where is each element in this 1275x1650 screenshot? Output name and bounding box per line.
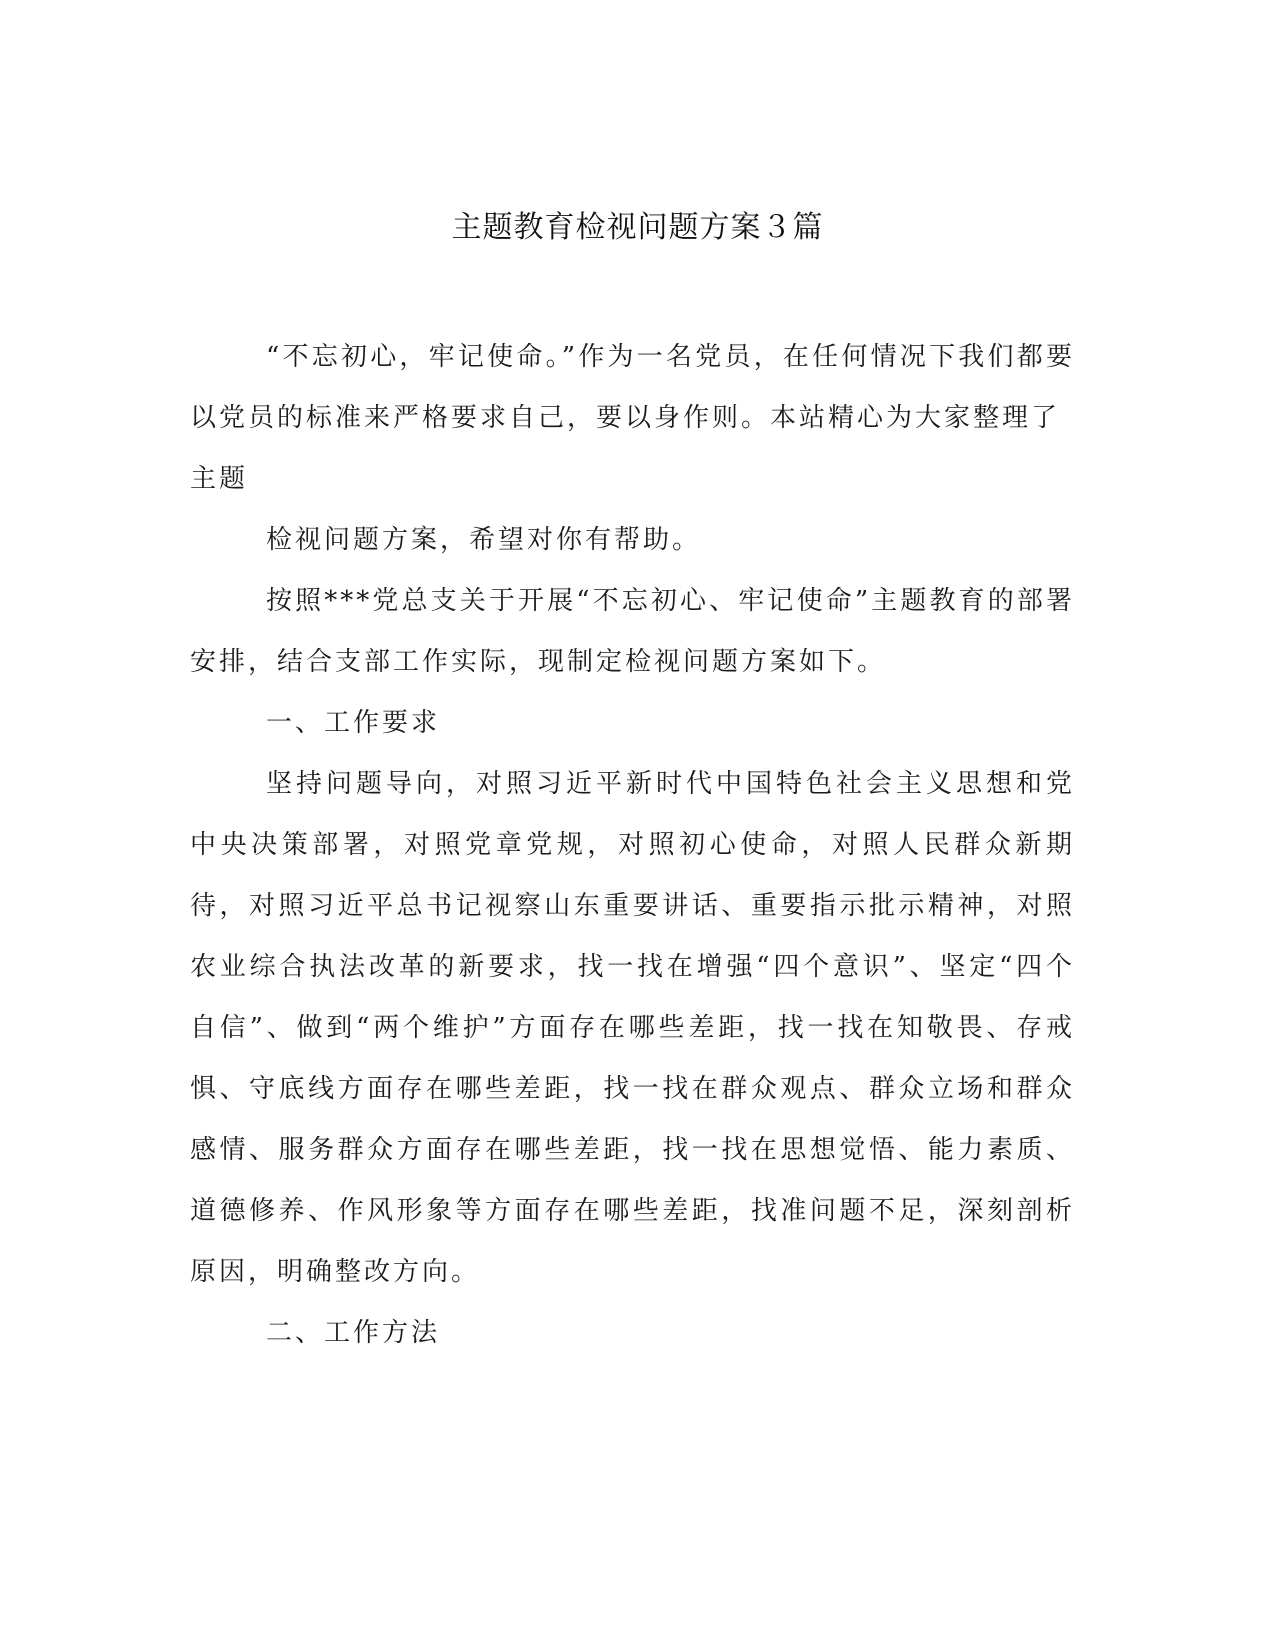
paragraph-requirements: 坚持问题导向，对照习近平新时代中国特色社会主义思想和党中央决策部署，对照党章党规，对照初心使命，对照人民群众新期待，对照习近平总书记视察山东重要讲话、重要指示批示精神，对照农业综合执法改革的新要求，找一找在增强“四个意识”、坚定“四个自信”、做到“两个维护”方面存在哪些差距，找一找在知敬畏、存戒惧、守底线方面存在哪些差距，找一找在群众观点、群众立场和群众感情、服务群众方面存在哪些差距，找一找在思想觉悟、能力素质、道德修养、作风形象等方面存在哪些差距，找准问题不足，深刻剖析原因，明确整改方向。 bbox=[190, 769, 1075, 1287]
paragraph-intro: “不忘初心，牢记使命。”作为一名党员，在任何情况下我们都要以党员的标准来严格要求自己，要以身作则。本站精心为大家整理了 bbox=[190, 342, 1075, 433]
section-heading-requirements: 一、工作要求 bbox=[266, 708, 441, 738]
document-title: 主题教育检视问题方案３篇 bbox=[451, 210, 824, 245]
paragraph-arrangement: 按照***党总支关于开展“不忘初心、牢记使命”主题教育的部署安排，结合支部工作实际，现制定检视问题方案如下。 bbox=[190, 586, 1075, 677]
document-body bbox=[190, 327, 1075, 1364]
paragraph-wish: 检视问题方案，希望对你有帮助。 bbox=[266, 525, 702, 555]
paragraph-topic-fragment: 主题 bbox=[190, 464, 249, 494]
section-heading-methods: 二、工作方法 bbox=[266, 1318, 441, 1348]
